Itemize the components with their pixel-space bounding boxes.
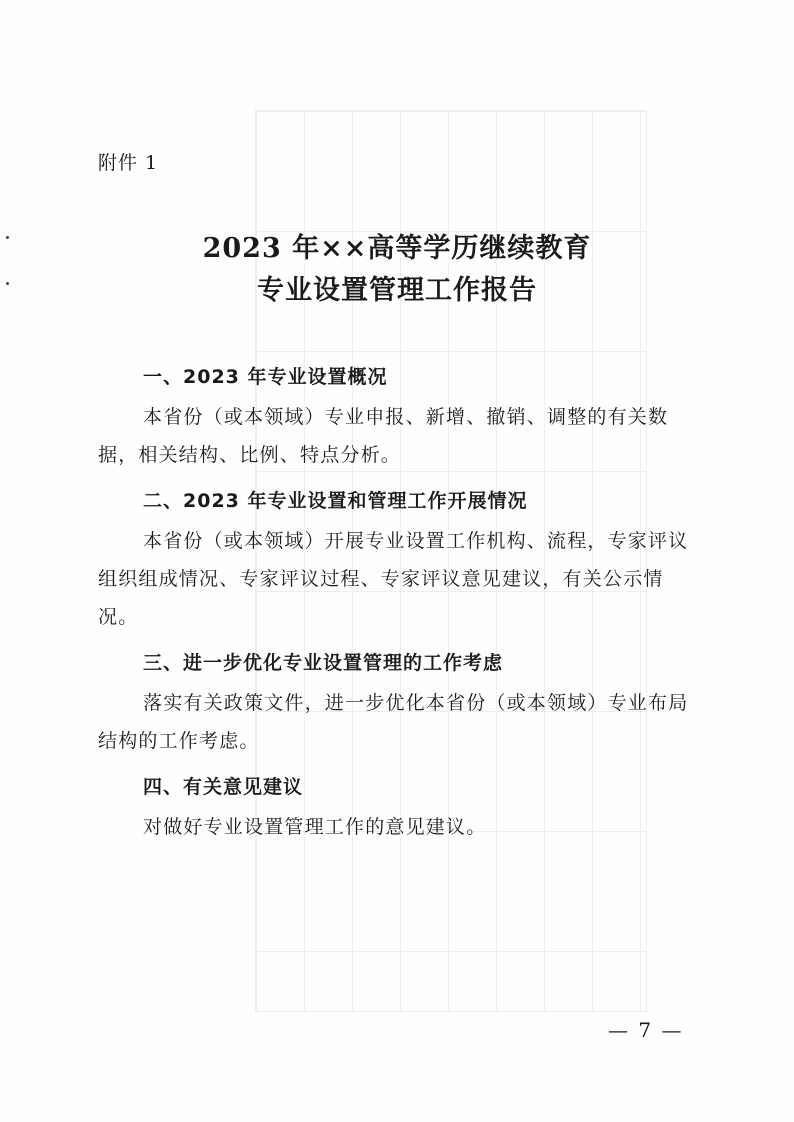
section-1-heading: 一、2023 年专业设置概况 [143,366,388,388]
section-2-body [98,522,698,636]
section-3-body-text: 落实有关政策文件，进一步优化本省份（或本领域）专业布局结构的工作考虑。 [98,692,689,752]
document-title-line-2: 专业设置管理工作报告 [257,275,537,306]
document-title-line-1: 2023 年××高等学历继续教育 [202,233,592,264]
annex-label: 附件 1 [98,152,159,174]
section-2-body-text: 本省份（或本领域）开展专业设置工作机构、流程，专家评议组织组成情况、专家评议过程、专家评议意见建议，有关公示情况。 [98,530,689,628]
page-number: — 7 — [608,1018,684,1042]
section-3-heading: 三、进一步优化专业设置管理的工作考虑 [143,652,504,674]
section-3-body [98,684,698,760]
section-4-heading: 四、有关意见建议 [143,776,304,798]
section-1-body [98,398,698,474]
section-1-body-text: 本省份（或本领域）专业申报、新增、撤销、调整的有关数据，相关结构、比例、特点分析。 [98,406,669,466]
section-2-heading: 二、2023 年专业设置和管理工作开展情况 [143,490,528,512]
section-4-body [98,808,698,846]
section-4-body-text: 对做好专业设置管理工作的意见建议。 [143,816,487,838]
